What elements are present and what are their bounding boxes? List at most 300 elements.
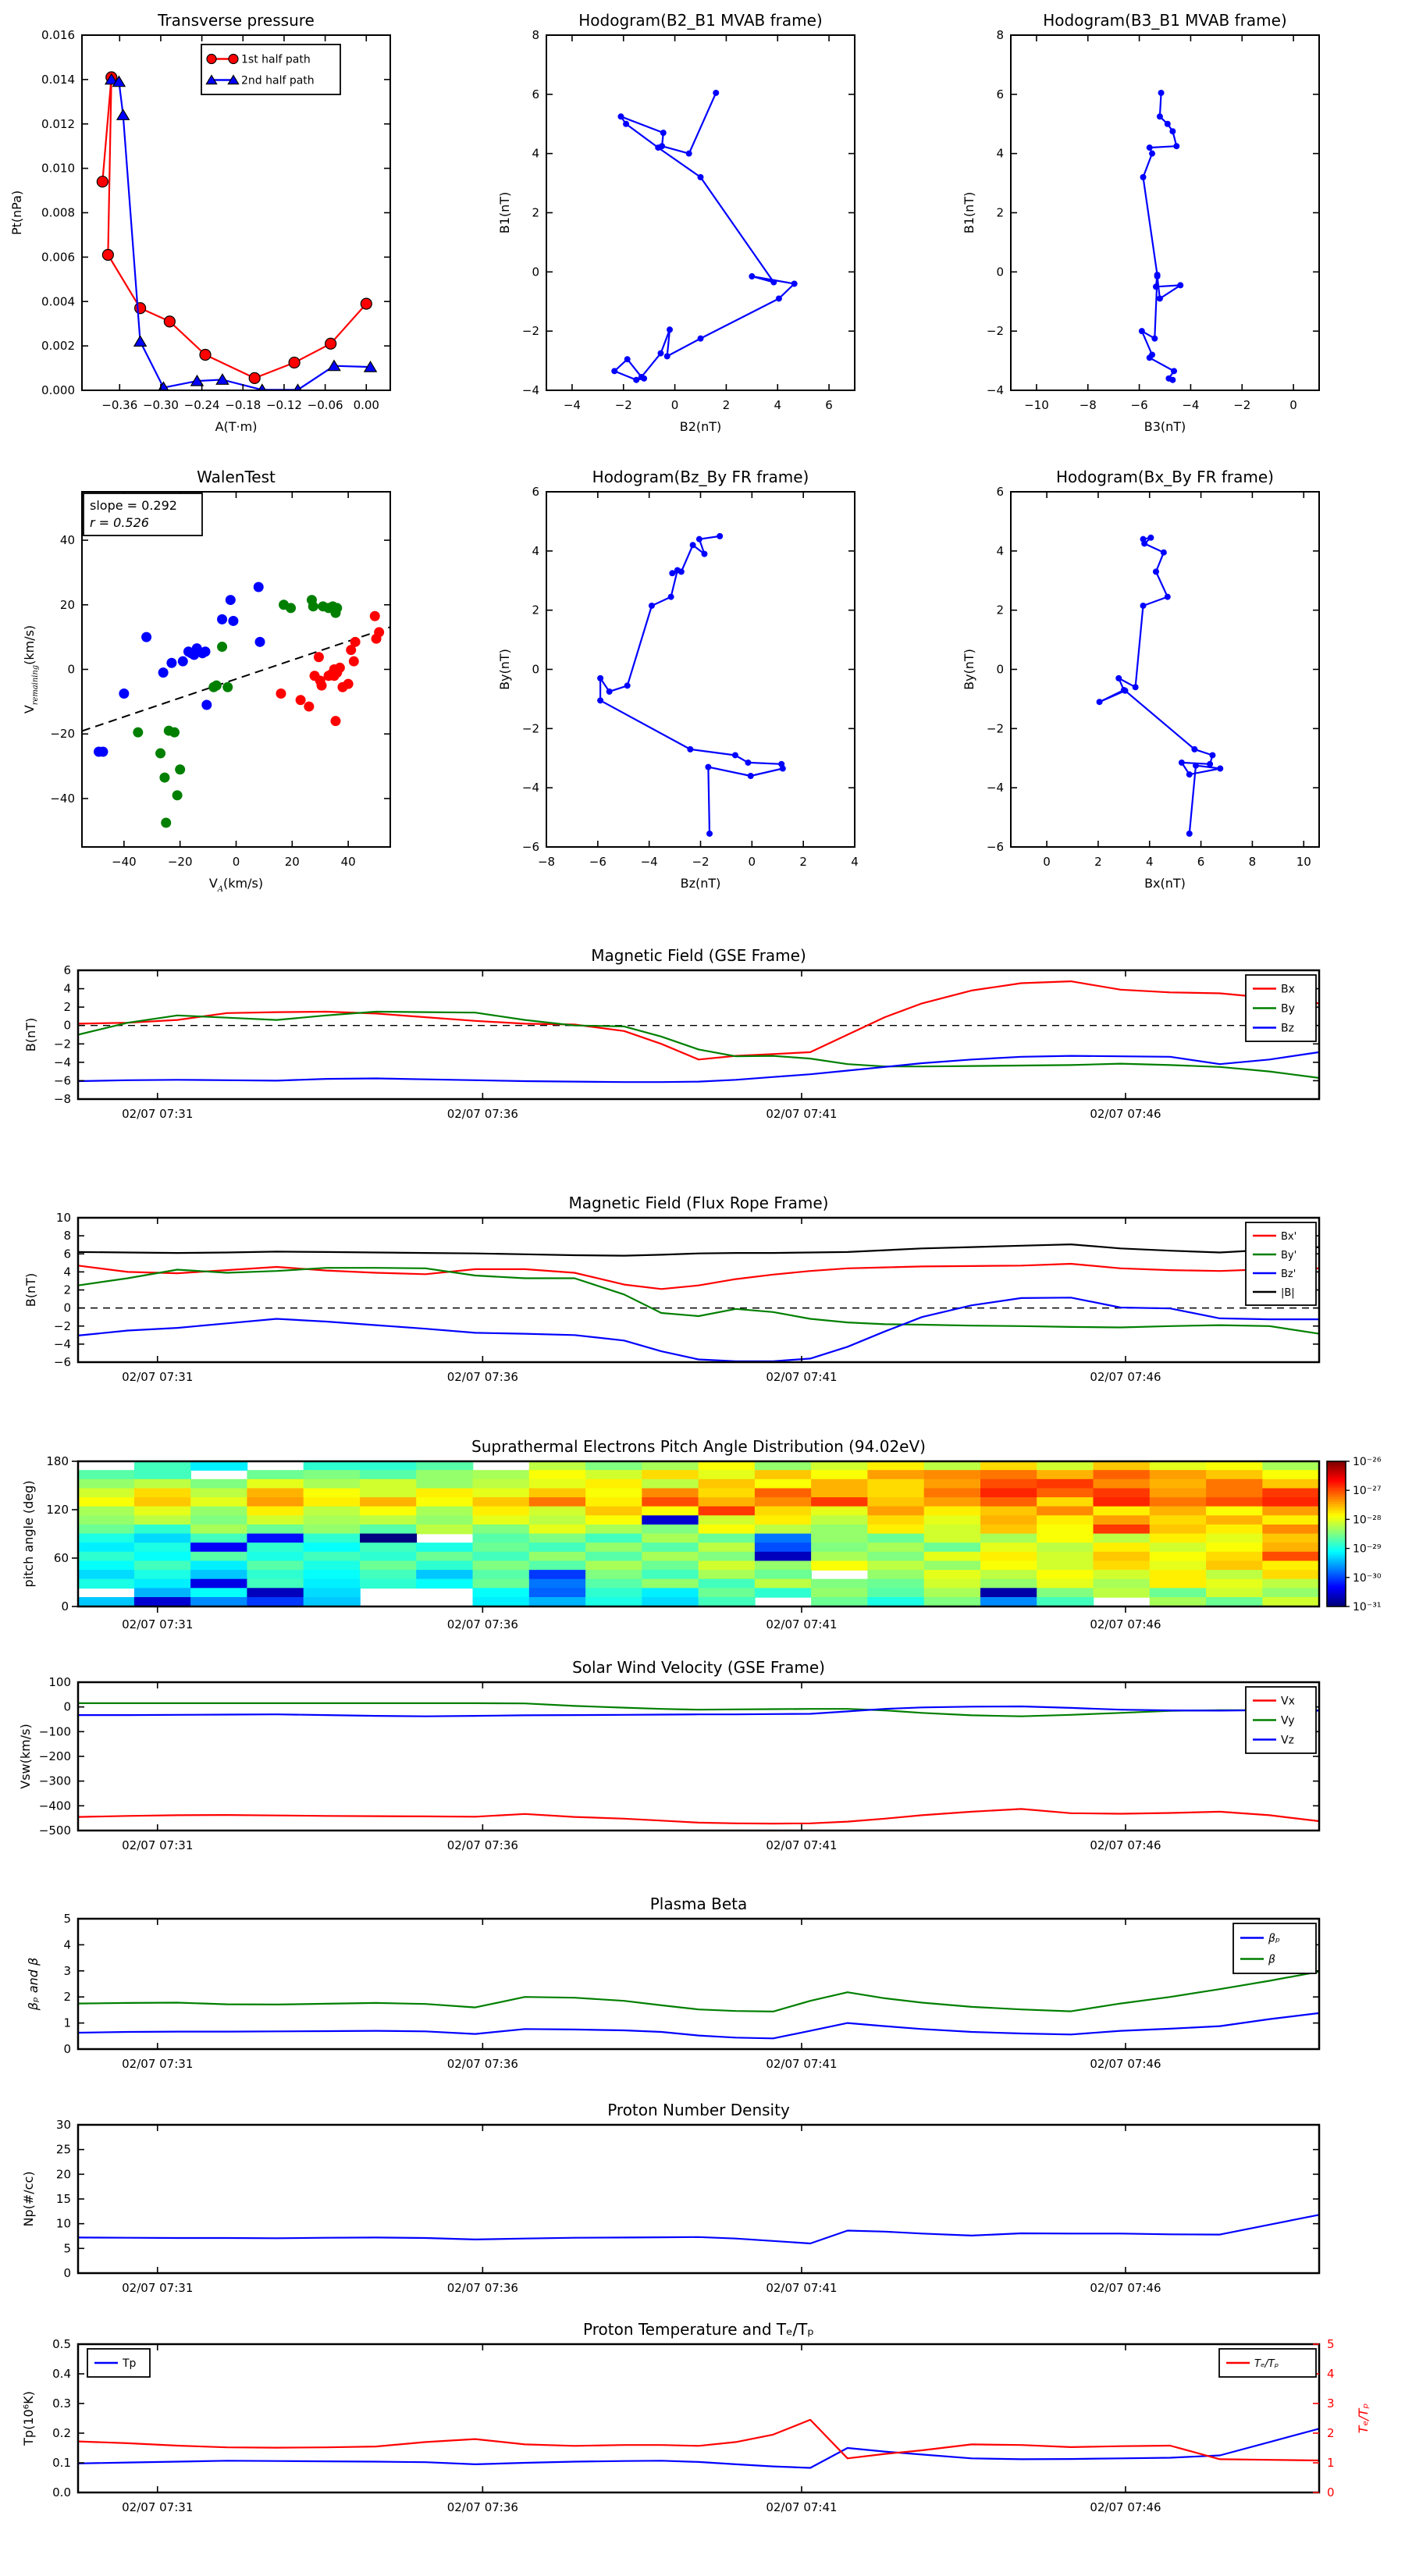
heat-cell <box>699 1525 756 1534</box>
heat-cell <box>755 1470 812 1479</box>
heat-cell <box>1037 1497 1094 1507</box>
heat-cell <box>1262 1515 1319 1525</box>
heat-cell <box>473 1525 530 1534</box>
marker-dot <box>664 353 670 359</box>
heat-cell <box>416 1525 473 1534</box>
y-tick-label: 2 <box>63 1283 71 1297</box>
marker-dot <box>624 356 631 362</box>
y-tick-label: 60 <box>53 1551 69 1565</box>
y-tick-label: 6 <box>996 87 1004 101</box>
x-tick-label: −0.36 <box>101 398 138 412</box>
heat-cell <box>924 1570 981 1579</box>
label-main: B(nT) <box>23 1272 38 1308</box>
x-tick-label: 0 <box>670 398 679 412</box>
legend-label: Vz <box>1281 1734 1294 1747</box>
y-tick-label: −6 <box>53 1073 71 1088</box>
heat-cell <box>78 1489 135 1498</box>
y-tick-label: −2 <box>986 721 1004 736</box>
marker-dot <box>1165 594 1171 600</box>
heat-cell <box>980 1534 1037 1543</box>
marker-dot <box>717 533 723 539</box>
heat-cell <box>699 1470 756 1479</box>
chart-title: Proton Temperature and Tₑ/Tₚ <box>583 2320 814 2339</box>
plot-area <box>1097 535 1224 837</box>
heat-cell <box>1094 1570 1151 1579</box>
heat-cell <box>304 1570 361 1579</box>
series-By <box>78 1012 1319 1078</box>
heat-cell <box>867 1515 924 1525</box>
marker-dot <box>155 749 165 759</box>
y-tick-label: 0.1 <box>52 2456 71 2470</box>
mag-field-gse-legend <box>1246 975 1316 1041</box>
heat-cell <box>811 1497 868 1507</box>
heat-cell <box>585 1579 642 1589</box>
heat-cell <box>699 1542 756 1552</box>
y-axis-label <box>23 1018 38 1051</box>
marker-dot <box>1153 568 1159 575</box>
heat-cell <box>699 1507 756 1516</box>
heat-cell <box>78 1552 135 1561</box>
series-Bx-By path <box>1100 538 1221 834</box>
marker-circle <box>229 55 238 64</box>
heat-cell <box>360 1479 417 1489</box>
heat-cell <box>924 1479 981 1489</box>
marker-dot <box>304 702 314 712</box>
heat-cell <box>867 1497 924 1507</box>
marker-dot <box>308 601 318 611</box>
series-Te/Tp <box>78 2420 1319 2460</box>
marker-dot <box>1147 144 1153 151</box>
heat-cell <box>585 1479 642 1489</box>
x-tick-label: 4 <box>774 398 782 412</box>
colorbar-tick-label: 10⁻³¹ <box>1353 1601 1382 1614</box>
heat-cell <box>642 1525 699 1534</box>
marker-dot <box>1154 273 1161 279</box>
hodogram-bz-by <box>497 468 859 891</box>
heat-cell <box>811 1461 868 1471</box>
x-tick-label: 0 <box>232 855 240 869</box>
heat-cell <box>1262 1552 1319 1561</box>
y-axis-label <box>18 1724 33 1788</box>
label-main: V <box>22 705 37 714</box>
marker-dot <box>1191 746 1197 753</box>
heat-cell <box>247 1515 304 1525</box>
y-tick-label: −2 <box>521 324 539 339</box>
heat-cell <box>247 1489 304 1498</box>
heat-cell <box>1150 1597 1207 1606</box>
marker-dot <box>1217 766 1223 772</box>
plot-area <box>78 981 1319 1082</box>
y-tick-label: −400 <box>38 1799 71 1813</box>
x-tick-label: −0.06 <box>307 398 343 412</box>
axes-frame <box>1011 492 1319 847</box>
heat-cell <box>473 1507 530 1516</box>
marker-circle <box>289 357 300 368</box>
y-axis-label <box>962 192 976 234</box>
heat-cell <box>811 1561 868 1571</box>
marker-dot <box>228 616 238 626</box>
hodogram-b2-b1 <box>497 11 855 434</box>
x-tick-label: −2 <box>692 855 710 869</box>
axes-frame <box>78 1682 1319 1831</box>
y-tick-label: 0 <box>63 2266 71 2280</box>
x-axis-label <box>681 876 721 891</box>
heat-cell <box>867 1552 924 1561</box>
marker-dot <box>655 144 661 151</box>
heat-cell <box>190 1489 247 1498</box>
heat-cell <box>134 1507 191 1516</box>
heat-cell <box>134 1588 191 1597</box>
heat-cell <box>1206 1570 1263 1579</box>
heat-cell <box>247 1470 304 1479</box>
heat-cell <box>529 1570 586 1579</box>
marker-dot <box>633 377 639 383</box>
marker-dot <box>1147 354 1153 361</box>
marker-dot <box>169 728 180 738</box>
marker-dot <box>286 603 296 613</box>
marker-dot <box>1115 675 1122 681</box>
x-tick-label: 6 <box>825 398 833 412</box>
heat-cell <box>1150 1542 1207 1552</box>
x-axis-label <box>215 419 258 434</box>
y-tick-label: −200 <box>38 1749 71 1763</box>
label-sub: A <box>217 885 224 894</box>
x-tick-label: 02/07 07:41 <box>766 1107 838 1121</box>
x-tick-label: −8 <box>537 855 556 869</box>
y-tick-label: 0.016 <box>41 28 75 42</box>
chart-title: Magnetic Field (Flux Rope Frame) <box>568 1194 829 1212</box>
heat-cell <box>190 1461 247 1471</box>
heat-cell <box>1094 1534 1151 1543</box>
proton-temperature-legend2 <box>1219 2349 1316 2377</box>
heat-cell <box>1094 1542 1151 1552</box>
marker-circle <box>97 176 108 187</box>
marker-dot <box>1122 688 1128 694</box>
heat-cell <box>980 1497 1037 1507</box>
heat-cell <box>134 1515 191 1525</box>
heat-cell <box>811 1534 868 1543</box>
heat-cell <box>473 1479 530 1489</box>
x-tick-label: 02/07 07:36 <box>446 1370 518 1384</box>
plasma-beta <box>26 1895 1319 2071</box>
plot-area <box>597 533 786 837</box>
marker-dot <box>780 766 786 772</box>
heat-cell <box>980 1542 1037 1552</box>
y-tick-label: 8 <box>996 28 1004 42</box>
marker-dot <box>657 350 663 357</box>
x-tick-label: 0.00 <box>353 398 379 412</box>
heat-cell <box>755 1552 812 1561</box>
y-tick-label: 4 <box>532 146 539 161</box>
heat-cell <box>473 1470 530 1479</box>
heat-cell <box>699 1489 756 1498</box>
heat-cell <box>1150 1525 1207 1534</box>
series-beta-p <box>78 2013 1319 2038</box>
label-main: B(nT) <box>23 1017 38 1052</box>
heat-cell <box>304 1515 361 1525</box>
heat-cell <box>811 1525 868 1534</box>
heat-cell <box>755 1570 812 1579</box>
heat-cell <box>755 1542 812 1552</box>
y-tick-label: 6 <box>63 1247 71 1261</box>
legend-label: |B| <box>1281 1287 1295 1299</box>
heat-cell <box>416 1489 473 1498</box>
marker-dot <box>745 760 751 766</box>
heat-cell <box>1094 1497 1151 1507</box>
y-tick-label: 4 <box>532 543 539 558</box>
heat-cell <box>416 1497 473 1507</box>
marker-dot <box>173 790 183 800</box>
legend-label: By <box>1281 1002 1295 1016</box>
marker-dot <box>696 536 702 543</box>
marker-dot <box>687 746 693 753</box>
heat-cell <box>924 1515 981 1525</box>
x-tick-label: 02/07 07:31 <box>122 1370 194 1384</box>
heat-cell <box>529 1579 586 1589</box>
x-tick-label: 2 <box>1094 855 1102 869</box>
colorbar <box>1327 1456 1382 1614</box>
right-y-tick-label: 4 <box>1327 2367 1335 2381</box>
y-tick-label: 6 <box>996 485 1004 499</box>
y-tick-label: −100 <box>38 1724 71 1739</box>
heat-cell <box>529 1597 586 1606</box>
heat-cell <box>585 1489 642 1498</box>
heat-cell <box>1206 1588 1263 1597</box>
label-main: By(nT) <box>962 649 976 690</box>
heat-cell <box>1150 1479 1207 1489</box>
transverse-pressure-legend <box>201 44 340 94</box>
heat-cell <box>642 1588 699 1597</box>
heat-cell <box>642 1579 699 1589</box>
label-main: Pt(nPa) <box>9 190 24 236</box>
marker-dot <box>1097 699 1103 705</box>
heat-cell <box>360 1534 417 1543</box>
marker-dot <box>748 773 754 779</box>
heat-cell <box>247 1597 304 1606</box>
marker-dot <box>1157 295 1163 301</box>
y-tick-label: 20 <box>59 597 75 612</box>
heat-cell <box>416 1461 473 1471</box>
marker-dot <box>732 752 738 758</box>
heat-cell <box>134 1542 191 1552</box>
plot-area <box>78 2215 1319 2243</box>
label-main: pitch angle (deg) <box>21 1480 36 1588</box>
heat-cell <box>1150 1570 1207 1579</box>
heat-cell <box>811 1588 868 1597</box>
heat-cell <box>867 1470 924 1479</box>
heat-cell <box>585 1507 642 1516</box>
heat-cell <box>134 1525 191 1534</box>
legend-label: Vy <box>1281 1714 1295 1727</box>
heat-cell <box>811 1552 868 1561</box>
x-tick-label: −0.24 <box>183 398 220 412</box>
heat-cell <box>1262 1534 1319 1543</box>
heat-cell <box>980 1461 1037 1471</box>
y-tick-label: −4 <box>986 781 1004 795</box>
heat-cell <box>924 1542 981 1552</box>
axes-frame <box>1011 35 1319 390</box>
heat-cell <box>642 1597 699 1606</box>
heat-cell <box>1262 1579 1319 1589</box>
marker-dot <box>698 174 704 180</box>
heat-cell <box>247 1570 304 1579</box>
marker-dot <box>212 681 222 691</box>
heat-cell <box>980 1570 1037 1579</box>
axes-frame <box>78 2344 1319 2492</box>
y-tick-label: 40 <box>59 533 75 548</box>
heat-cell <box>1206 1579 1263 1589</box>
marker-dot <box>1139 328 1145 334</box>
series-By' <box>78 1268 1319 1333</box>
marker-dot <box>674 567 681 573</box>
x-tick-label: 02/07 07:46 <box>1090 1838 1161 1852</box>
marker-circle <box>249 372 260 383</box>
y-tick-label: 10 <box>55 1211 71 1225</box>
heat-cell <box>1206 1597 1263 1606</box>
plot-area <box>611 90 797 383</box>
series-beta <box>78 1972 1319 2012</box>
heat-cell <box>980 1479 1037 1489</box>
heat-cell <box>1037 1461 1094 1471</box>
marker-dot <box>668 594 674 600</box>
y-axis-label <box>9 190 24 235</box>
heat-cell <box>78 1470 135 1479</box>
x-tick-label: 02/07 07:41 <box>766 1370 838 1384</box>
marker-dot <box>1171 368 1177 374</box>
heat-cell <box>360 1570 417 1579</box>
mag-field-gse <box>23 946 1319 1121</box>
marker-dot <box>332 603 342 613</box>
label-main: B1(nT) <box>497 191 512 234</box>
plot-area <box>1139 90 1183 383</box>
y-tick-label: 5 <box>63 1912 71 1926</box>
marker-circle <box>164 316 175 327</box>
y-tick-label: 8 <box>532 28 539 42</box>
heat-cell <box>529 1542 586 1552</box>
legend-label: Tₑ/Tₚ <box>1254 2358 1279 2370</box>
label-main: A(T·m) <box>215 419 258 434</box>
heat-cell <box>529 1552 586 1561</box>
y-axis-label <box>21 2391 36 2446</box>
marker-dot <box>1169 377 1176 383</box>
y-tick-label: 0.2 <box>52 2426 71 2440</box>
heat-cell <box>1094 1579 1151 1589</box>
chart-title: Plasma Beta <box>649 1895 748 1913</box>
y-tick-label: −6 <box>986 840 1004 854</box>
heat-cell <box>190 1542 247 1552</box>
heat-cell <box>134 1497 191 1507</box>
heat-cell <box>78 1561 135 1571</box>
marker-circle <box>207 55 216 64</box>
marker-dot <box>1147 535 1154 541</box>
marker-dot <box>1186 771 1193 777</box>
x-tick-label: 40 <box>340 855 356 869</box>
series-Bz' <box>78 1297 1319 1361</box>
heat-cell <box>416 1579 473 1589</box>
heat-cell <box>416 1561 473 1571</box>
label-main: B2(nT) <box>679 419 722 434</box>
heat-cell <box>529 1534 586 1543</box>
y-tick-label: −2 <box>53 1037 71 1051</box>
x-tick-label: 02/07 07:46 <box>1090 1370 1161 1384</box>
heat-cell <box>1037 1597 1094 1606</box>
heat-cell <box>980 1597 1037 1606</box>
heat-cell <box>699 1461 756 1471</box>
marker-dot <box>686 151 692 157</box>
y-tick-label: 0.5 <box>52 2337 71 2351</box>
heat-cell <box>360 1525 417 1534</box>
heat-cell <box>755 1534 812 1543</box>
heat-cell <box>585 1470 642 1479</box>
heat-cell <box>585 1552 642 1561</box>
heat-cell <box>1037 1534 1094 1543</box>
heat-cell <box>304 1534 361 1543</box>
heat-cell <box>1150 1579 1207 1589</box>
plot-area <box>78 1244 1319 1361</box>
heat-cell <box>134 1470 191 1479</box>
marker-dot <box>159 773 169 783</box>
y-tick-label: 0.0 <box>52 2485 71 2500</box>
marker-dot <box>1149 151 1155 157</box>
heat-cell <box>360 1579 417 1589</box>
x-tick-label: 10 <box>1296 855 1311 869</box>
plot-area <box>78 2420 1319 2468</box>
y-tick-label: 8 <box>63 1229 71 1244</box>
heat-cell <box>247 1479 304 1489</box>
y-tick-label: 0.006 <box>41 250 75 265</box>
heat-cell <box>473 1534 530 1543</box>
heat-cell <box>473 1561 530 1571</box>
marker-dot <box>1165 121 1171 127</box>
heat-cell <box>1150 1507 1207 1516</box>
heat-cell <box>642 1561 699 1571</box>
heat-cell <box>924 1597 981 1606</box>
colorbar-tick-label: 10⁻²⁹ <box>1353 1542 1382 1556</box>
y-tick-label: 0.000 <box>41 383 75 397</box>
heat-cell <box>1150 1489 1207 1498</box>
y-tick-label: 4 <box>996 543 1004 558</box>
heat-cell <box>473 1597 530 1606</box>
y-tick-label: 0 <box>63 1300 71 1315</box>
label-main: Bz(nT) <box>680 876 721 891</box>
marker-dot <box>597 675 603 681</box>
heat-cell <box>247 1579 304 1589</box>
heat-cell <box>1150 1497 1207 1507</box>
x-tick-label: −0.12 <box>265 398 302 412</box>
heat-cell <box>867 1507 924 1516</box>
marker-dot <box>1133 684 1139 690</box>
y-tick-label: −4 <box>53 1055 71 1069</box>
mag-field-fr <box>23 1194 1319 1384</box>
heat-cell <box>78 1525 135 1534</box>
marker-dot <box>623 121 629 127</box>
heat-cell <box>247 1497 304 1507</box>
x-tick-label: −8 <box>1079 398 1097 412</box>
hodogram-bx-by <box>962 468 1319 891</box>
heat-cell <box>585 1515 642 1525</box>
heat-cell <box>980 1561 1037 1571</box>
x-tick-label: 0 <box>748 855 756 869</box>
label-main: B1(nT) <box>962 191 976 234</box>
heat-cell <box>360 1515 417 1525</box>
y-tick-label: 4 <box>63 981 71 996</box>
marker-dot <box>335 663 345 673</box>
heat-cell <box>699 1515 756 1525</box>
heat-cell <box>755 1525 812 1534</box>
heat-cell <box>1206 1497 1263 1507</box>
marker-dot <box>660 130 667 136</box>
heat-cell <box>1150 1552 1207 1561</box>
